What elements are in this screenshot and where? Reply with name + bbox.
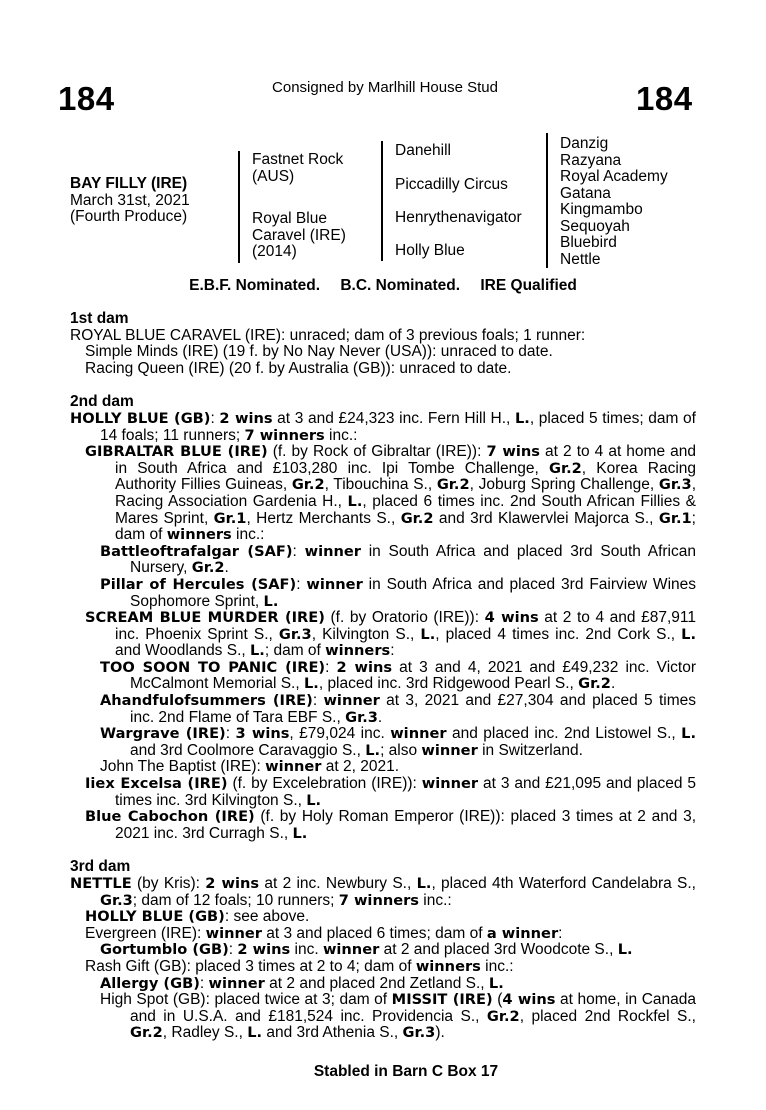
dam: Royal Blue Caravel (IRE) (2014) xyxy=(252,210,346,260)
pedigree-divider xyxy=(238,151,240,263)
second-dam-entries xyxy=(70,411,696,842)
horse-info xyxy=(70,176,190,226)
pedigree-entry: HOLLY BLUE (GB): see above. xyxy=(85,908,310,926)
pedigree-entry: Battleoftrafalgar (SAF): winner in South Africa and placed 3rd South African Nursery, Gr.2. xyxy=(100,542,696,577)
pedigree-divider xyxy=(381,141,383,261)
pedigree-entry: Ahandfulofsummers (IRE): winner at 3, 2021 and £27,304 and placed 5 times inc. 2nd Flame of Tara EBF S., Gr.3. xyxy=(100,692,697,726)
pedigree-entry: HOLLY BLUE (GB): 2 wins at 3 and £24,323 inc. Fern Hill H., L., placed 5 times; dam of 14 foals; 11 runners; 7 winners inc.: xyxy=(70,409,696,444)
lot-number-left: 184 xyxy=(58,80,115,117)
pedigree-entry: Pillar of Hercules (SAF): winner in South Africa and placed 3rd Fairview Wines Sophomore Sprint, L. xyxy=(100,575,697,610)
sire: Fastnet Rock (AUS) xyxy=(252,151,344,185)
pedigree-divider xyxy=(546,133,548,268)
foal-entry: Simple Minds (IRE) (19 f. by No Nay Never (USA)): unraced to date. xyxy=(85,343,553,361)
stabling-location: Stabled in Barn C Box 17 xyxy=(313,1063,499,1080)
pedigree-entry: SCREAM BLUE MURDER (IRE) (f. by Oratorio (IRE)): 4 wins at 2 to 4 and £87,911 inc. Phoenix Sprint S., Gr.3, Kilvington S., L., placed 4 times inc. 2nd Cork S., L. and Woodlands S., L.; dam of winners: xyxy=(85,609,696,660)
third-dam-heading: 3rd dam xyxy=(70,858,131,876)
dam-sire: Henrythenavigator xyxy=(395,209,522,226)
pedigree-entry: TOO SOON TO PANIC (IRE): 2 wins at 3 and 4, 2021 and £49,232 inc. Victor McCalmont Memorial S., L., placed inc. 3rd Ridgewood Pearl S., Gr.2. xyxy=(100,658,697,693)
pedigree-entry: GIBRALTAR BLUE (IRE) (f. by Rock of Gibraltar (IRE)): 7 wins at 2 to 4 at home and in South Africa and £103,280 inc. Ipi Tombe Challenge, Gr.2, Korea Racing Authority Fillies Guineas, Gr.2, Tibouchina S., Gr.2, Joburg Spring Challenge, Gr.3, Racing Association Gardenia H., L., placed 6 times inc. 2nd South African Fillies & Mares Sprint, Gr.1, Hertz Merchants S., Gr.2 and 3rd Klawervlei Majorca S., Gr.1; dam of winners inc.: xyxy=(85,443,697,544)
pedigree-entry: Allergy (GB): winner at 2 and placed 2nd Zetland S., L. xyxy=(100,974,504,992)
pedigree-entry: NETTLE (by Kris): 2 wins at 2 inc. Newbury S., L., placed 4th Waterford Candelabra S., Gr.3; dam of 12 foals; 10 runners; 7 winners inc.: xyxy=(70,875,696,909)
sire-sire: Danehill xyxy=(395,142,452,159)
pedigree-entry: Blue Cabochon (IRE) (f. by Holy Roman Emperor (IRE)): placed 3 times at 2 and 3, 2021 inc. 3rd Curragh S., L. xyxy=(85,808,697,842)
pedigree-entry: Wargrave (IRE): 3 wins, £79,024 inc. winner and placed inc. 2nd Listowel S., L. and 3rd Coolmore Caravaggio S., L.; also winner in Switzerland. xyxy=(100,725,696,759)
consignor: Consigned by Marlhill House Stud xyxy=(272,79,498,96)
produce-number: (Fourth Produce) xyxy=(70,208,188,225)
fourth-generation: Danzig Razyana Royal Academy Gatana Kingmambo Sequoyah Bluebird Nettle xyxy=(560,135,668,268)
lot-number-right: 184 xyxy=(636,80,693,117)
foal-entry: Racing Queen (IRE) (20 f. by Australia (GB)): unraced to date. xyxy=(85,359,512,377)
dam-dam: Holly Blue xyxy=(395,242,465,259)
pedigree-entry: Iiex Excelsa (IRE) (f. by Excelebration (IRE)): winner at 3 and £21,095 and placed 5 times inc. 3rd Kilvington S., L. xyxy=(85,775,696,809)
pedigree-entry: Gortumblo (GB): 2 wins inc. winner at 2 and placed 3rd Woodcote S., L. xyxy=(100,941,633,959)
pedigree-entry: Evergreen (IRE): winner at 3 and placed 6 times; dam of a winner: xyxy=(85,924,563,942)
pedigree-entry: Rash Gift (GB): placed 3 times at 2 to 4; dam of winners inc.: xyxy=(85,957,514,975)
foaling-date: March 31st, 2021 xyxy=(70,191,190,209)
pedigree-entry: John The Baptist (IRE): winner at 2, 2021. xyxy=(100,758,400,776)
third-dam-entries xyxy=(70,876,696,1042)
pedigree-entry: High Spot (GB): placed twice at 3; dam of MISSIT (IRE) (4 wins at home, in Canada and in U.S.A. and £181,524 inc. Providencia S., Gr.2, placed 2nd Rockfel S., Gr.2, Radley S., L. and 3rd Athenia S., Gr.3). xyxy=(100,991,697,1042)
sire-dam: Piccadilly Circus xyxy=(395,176,508,193)
nominations: E.B.F. Nominated. B.C. Nominated. IRE Qualified xyxy=(189,277,577,294)
horse-name: BAY FILLY (IRE) xyxy=(70,175,188,192)
dam-entry: ROYAL BLUE CARAVEL (IRE): unraced; dam of 3 previous foals; 1 runner: xyxy=(70,326,586,344)
first-dam-heading: 1st dam xyxy=(70,310,129,327)
second-dam-heading: 2nd dam xyxy=(70,393,134,411)
catalogue-page-body xyxy=(70,311,696,1042)
